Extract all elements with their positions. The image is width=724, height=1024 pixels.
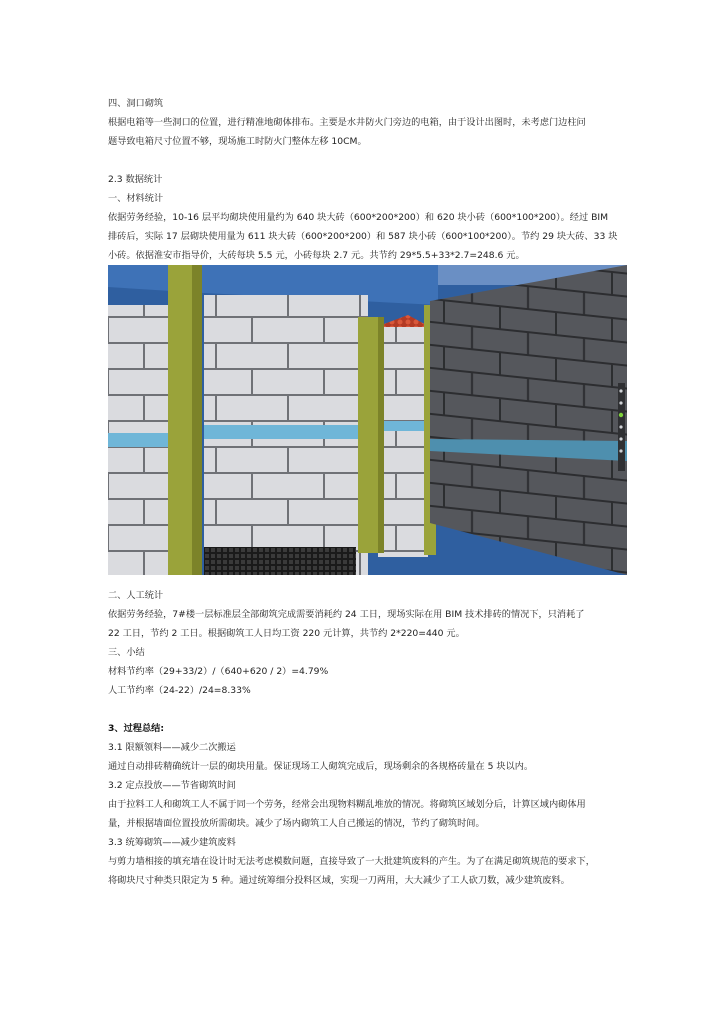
material-paragraph-line3: 小砖。依据淮安市指导价，大砖每块 5.5 元，小砖每块 2.7 元。共节约 29*5.5+33*2.7=248.6 元。 [108,250,525,261]
s32-heading: 3.2 定点投放——节省砌筑时间 [108,780,236,791]
labor-paragraph-line2: 22 工日，节约 2 工日。根据砌筑工人日均工资 220 元计算，共节约 2*220=440 元。 [108,628,465,639]
s32-paragraph-line1: 由于拉料工人和砌筑工人不属于同一个劳务，经常会出现物料糊乱堆放的情况。将砌筑区域划分后，计算区域内砌体用 [108,799,586,810]
summary-heading: 三、小结 [108,647,145,658]
summary-material-rate: 材料节约率（29+33/2）/（640+620 / 2）=4.79% [108,666,329,677]
section4-heading: 四、洞口砌筑 [108,98,164,109]
section4-paragraph-line2: 题导致电箱尺寸位置不够，现场施工时防火门整体左移 10CM。 [108,136,367,147]
s31-heading: 3.1 限额领料——减少二次搬运 [108,742,236,753]
section3-heading: 3、过程总结: [108,723,165,734]
s33-paragraph-line1: 与剪力墙相接的填充墙在设计时无法考虑模数问题，直接导致了一大批建筑废料的产生。为了在满足砌筑规范的要求下， [108,856,595,867]
section23-heading: 2.3 数据统计 [108,174,163,185]
labor-paragraph-line1: 依据劳务经验，7#楼一层标准层全部砌筑完成需要消耗约 24 工日，现场实际在用 BIM 技术排砖的情况下，只消耗了 [108,609,585,620]
s32-paragraph-line2: 量，并根据墙面位置投放所需砌块。减少了场内砌筑工人自己搬运的情况，节约了砌筑时间。 [108,818,485,829]
summary-labor-rate: 人工节约率（24-22）/24=8.33% [108,685,251,696]
s33-paragraph-line2: 将砌块尺寸种类只限定为 5 种。通过统筹细分投料区域，实现一刀两用，大大减少了工人砍刀数，减少建筑废料。 [108,875,570,886]
s33-heading: 3.3 统筹砌筑——减少建筑废料 [108,837,236,848]
material-paragraph-line2: 排砖后，实际 17 层砌块使用量为 611 块大砖（600*200*200）和 587 块小砖（600*100*200）。节约 29 块大砖、33 块 [108,231,618,242]
bim-masonry-render-image [108,265,627,575]
s31-paragraph: 通过自动排砖精确统计一层的砌块用量。保证现场工人砌筑完成后，现场剩余的各规格砖量在 5 块以内。 [108,761,534,772]
material-paragraph-line1: 依据劳务经验，10-16 层平均砌块使用量约为 640 块大砖（600*200*200）和 620 块小砖（600*100*200）。经过 BIM [108,212,609,223]
material-heading: 一、材料统计 [108,193,164,204]
labor-heading: 二、人工统计 [108,590,164,601]
section4-paragraph-line1: 根据电箱等一些洞口的位置，进行精准地砌体排布。主要是水井防火门旁边的电箱，由于设计出图时，未考虑门边柱问 [108,117,586,128]
